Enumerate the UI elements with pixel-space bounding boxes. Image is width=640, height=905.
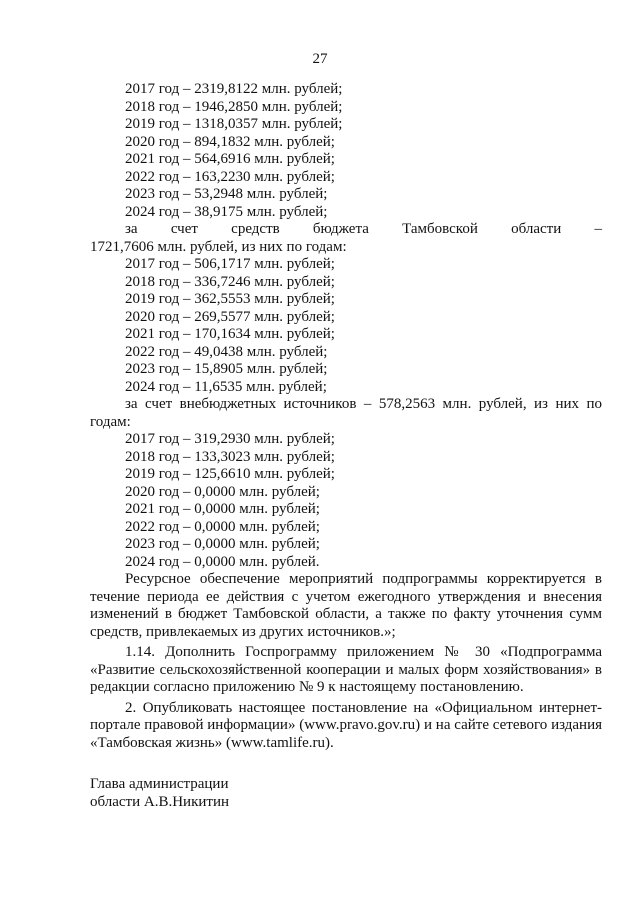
- regional-budget-word: –: [594, 221, 602, 237]
- year-amount-line: 2017 год – 506,1717 млн. рублей;: [125, 256, 335, 272]
- regional-budget-list: [90, 256, 602, 396]
- page-number: 27: [312, 51, 328, 67]
- year-amount-line: 2023 год – 53,2948 млн. рублей;: [125, 186, 328, 202]
- year-amount-line: 2019 год – 1318,0357 млн. рублей;: [125, 116, 343, 132]
- year-amount-line: 2020 год – 0,0000 млн. рублей;: [125, 483, 320, 500]
- year-amount-line: 2021 год – 0,0000 млн. рублей;: [125, 501, 320, 517]
- regional-budget-word: бюджета: [312, 221, 369, 237]
- year-amount-line: 2022 год – 0,0000 млн. рублей;: [125, 518, 320, 535]
- document-body: [90, 81, 602, 752]
- year-amount-line: 2024 год – 0,0000 млн. рублей.: [125, 553, 320, 570]
- year-amount-line: 2023 год – 15,8905 млн. рублей;: [125, 361, 328, 377]
- year-amount-line: 2018 год – 336,7246 млн. рублей;: [125, 273, 335, 290]
- year-amount-line: 2018 год – 1946,2850 млн. рублей;: [125, 98, 343, 115]
- year-amount-line: 2017 год – 2319,8122 млн. рублей;: [125, 81, 343, 97]
- signature-block: [90, 776, 229, 811]
- year-amount-line: 2022 год – 49,0438 млн. рублей;: [125, 343, 328, 360]
- extrabudget-heading: за счет внебюджетных источников – 578,2563 млн. рублей, из них по годам:: [90, 396, 602, 430]
- extrabudget-list: [90, 431, 602, 571]
- item-1-14-paragraph: 1.14. Дополнить Госпрограмму приложением № 30 «Подпрограмма «Развитие сельскохозяйственной кооперации и малых форм хозяйствования» в редакции согласно приложению № 9 к настоящему постановлению.: [90, 644, 602, 695]
- year-amount-line: 2023 год – 0,0000 млн. рублей;: [125, 536, 320, 552]
- resource-paragraph: Ресурсное обеспечение мероприятий подпрограммы корректируется в течение периода ее действия с учетом ежегодного утверждения и внесения изменений в бюджет Тамбовской области, а также по факту уточнения сумм средств, привлекаемых из других источников.»;: [90, 571, 602, 640]
- year-amount-line: 2020 год – 894,1832 млн. рублей;: [125, 133, 335, 150]
- regional-budget-continuation: 1721,7606 млн. рублей, из них по годам:: [90, 238, 347, 255]
- regional-budget-word: области: [511, 221, 562, 237]
- regional-budget-word: за: [125, 221, 138, 237]
- year-amount-line: 2018 год – 133,3023 млн. рублей;: [125, 448, 335, 465]
- item-2-paragraph: 2. Опубликовать настоящее постановление на «Официальном интернет-портале правовой информации» (www.pravo.gov.ru) и на сайте сетевого издания «Тамбовская жизнь» (www.tamlife.ru).: [90, 699, 602, 751]
- regional-budget-word: счет: [170, 221, 198, 237]
- year-amount-line: 2021 год – 564,6916 млн. рублей;: [125, 151, 335, 167]
- year-amount-line: 2019 год – 362,5553 млн. рублей;: [125, 291, 335, 307]
- funding-total-list: [90, 81, 602, 221]
- signature-name: области А.В.Никитин: [90, 793, 230, 810]
- year-amount-line: 2024 год – 38,9175 млн. рублей;: [125, 203, 328, 220]
- regional-budget-heading: [90, 221, 602, 239]
- year-amount-line: 2022 год – 163,2230 млн. рублей;: [125, 168, 335, 185]
- year-amount-line: 2024 год – 11,6535 млн. рублей;: [125, 378, 327, 395]
- year-amount-line: 2021 год – 170,1634 млн. рублей;: [125, 326, 335, 342]
- signature-title: Глава администрации: [90, 776, 229, 792]
- year-amount-line: 2017 год – 319,2930 млн. рублей;: [125, 431, 335, 447]
- year-amount-line: 2020 год – 269,5577 млн. рублей;: [125, 308, 335, 325]
- regional-budget-word: средств: [231, 221, 280, 237]
- year-amount-line: 2019 год – 125,6610 млн. рублей;: [125, 466, 335, 482]
- regional-budget-word: Тамбовской: [402, 221, 478, 237]
